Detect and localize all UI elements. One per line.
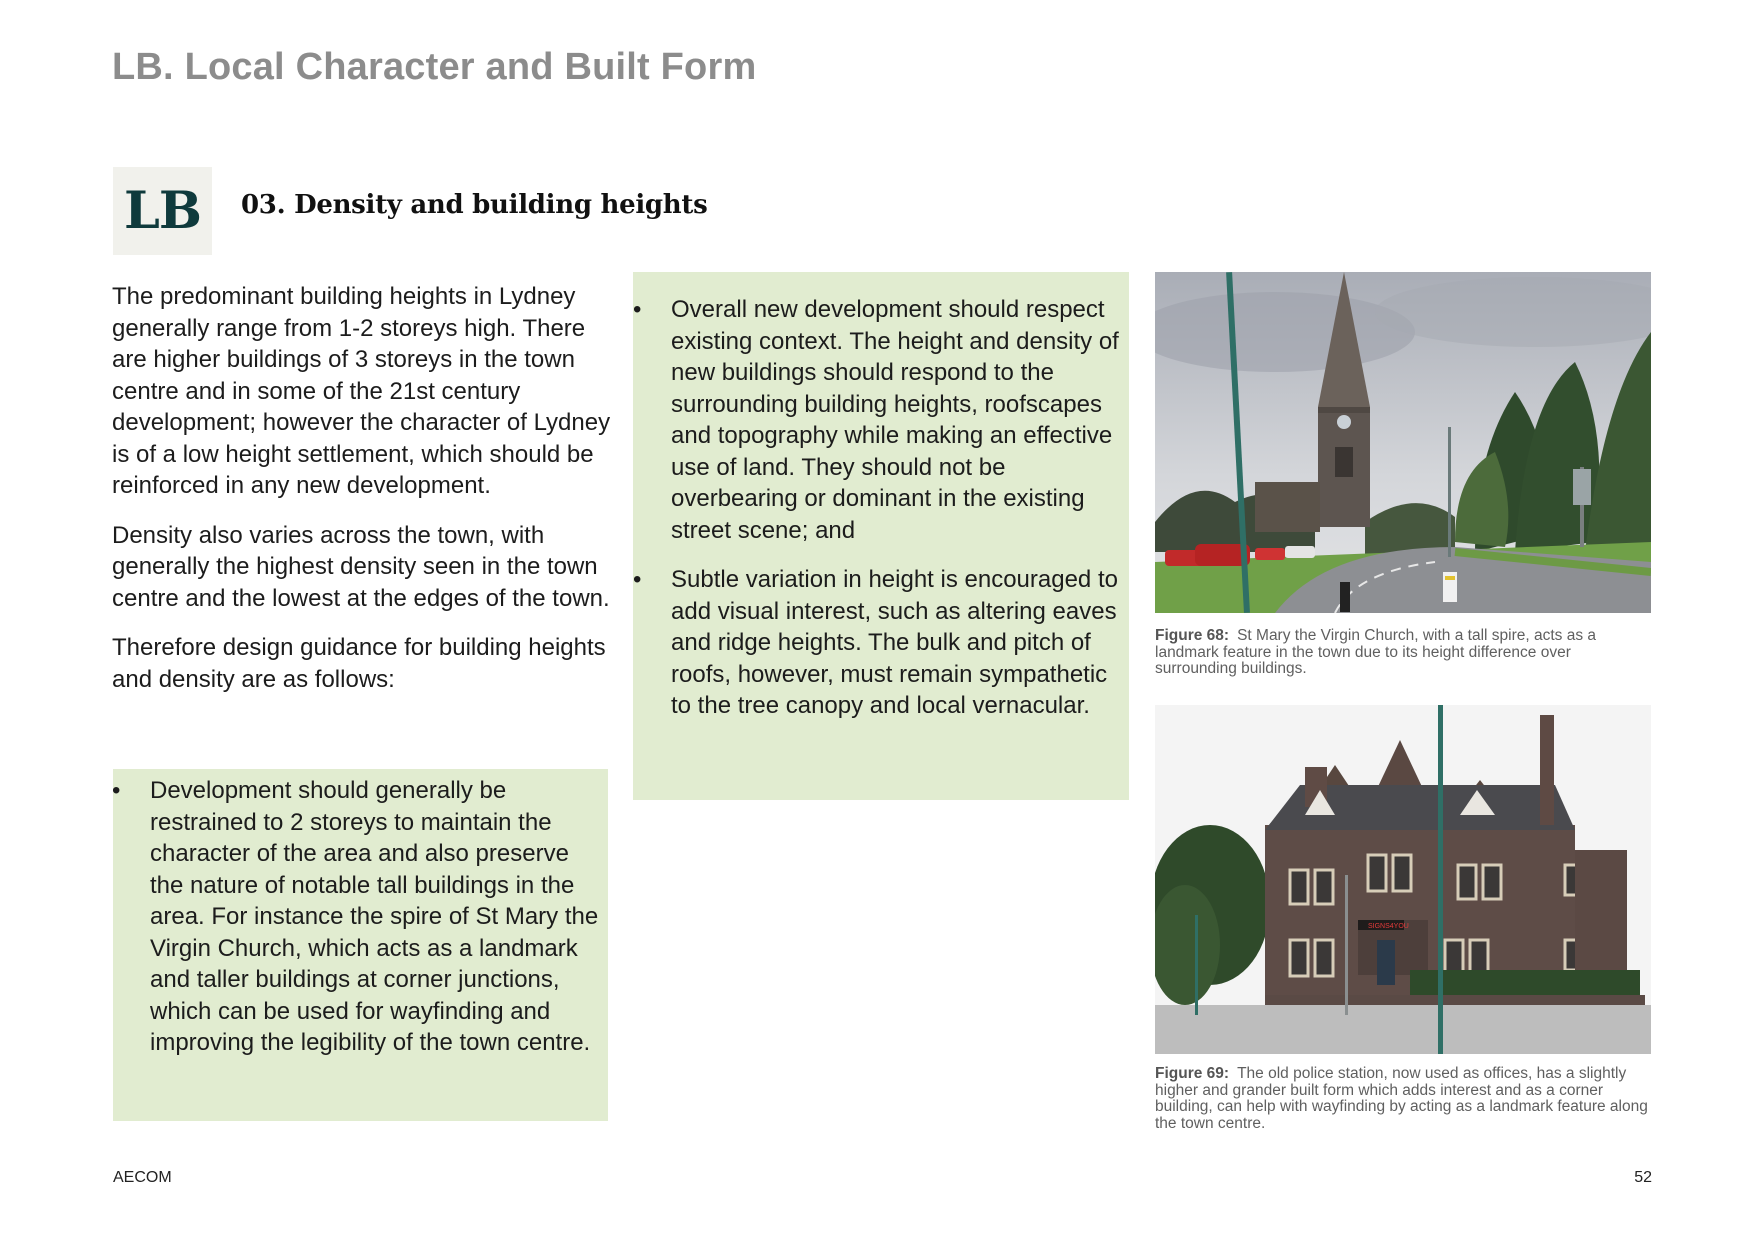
bullet-glyph: • <box>633 566 642 593</box>
body-paragraph: Density also varies across the town, with generally the highest density seen in the town centre and the lowest at the edges of the town. <box>112 521 610 612</box>
body-paragraph: The predominant building heights in Lydney generally range from 1-2 storeys high. There are higher buildings of 3 storeys in the town centre and in some of the 21st century development; however the character of Lydney is of a low height settlement, which should be reinforced in any new development. <box>112 283 611 499</box>
guideline-item <box>633 564 1129 722</box>
figure-label: Figure 68: <box>1155 627 1230 644</box>
figure-caption-text: St Mary the Virgin Church, with a tall spire, acts as a landmark feature in the town due to its height difference over surrounding buildings. <box>1155 627 1597 677</box>
church-photo-illustration <box>1155 272 1651 613</box>
police-station-photo-illustration <box>1155 705 1651 1054</box>
bullet-glyph: • <box>112 777 121 804</box>
guideline-text: Development should generally be restrained to 2 storeys to maintain the character of the area and also preserve the nature of notable tall buildings in the area. For instance the spire of St Mary the Virgin Church, which acts as a landmark and taller buildings at corner junctions, which can be used for wayfinding and improving the legibility of the town centre. <box>150 777 599 1056</box>
guideline-list <box>633 294 1129 722</box>
figure-caption <box>1155 1066 1651 1132</box>
bullet-glyph: • <box>633 296 642 323</box>
guideline-text: Overall new development should respect existing context. The height and density of new buildings should respond to the surrounding building heights, roofscapes and topography while making an effective use of land. They should not be overbearing or dominant in the existing street scene; and <box>671 296 1119 544</box>
guideline-box-right <box>633 272 1129 800</box>
body-paragraph: Therefore design guidance for building heights and density are as follows: <box>112 634 606 693</box>
shop-sign-text: SIGNS4YOU <box>1368 923 1409 930</box>
section-code-badge: LB <box>113 167 212 255</box>
page-number: 52 <box>1634 1169 1652 1186</box>
guideline-text: Subtle variation in height is encouraged to add visual interest, such as altering eaves and ridge heights. The bulk and pitch of roofs, however, must remain sympathetic to the tree canopy and local vernacular. <box>671 566 1118 719</box>
figure-label: Figure 69: <box>1155 1065 1230 1082</box>
page-heading: LB. Local Character and Built Form <box>112 46 757 88</box>
church-photo <box>1155 272 1651 613</box>
guideline-item <box>633 294 1129 546</box>
section-title: 03. Density and building heights <box>241 190 708 220</box>
guideline-box-left <box>113 769 608 1121</box>
figure-caption-text: The old police station, now used as offices, has a slightly higher and grander built form which adds interest and as a corner building, can help with wayfinding by acting as a landmark feature along the town centre. <box>1155 1065 1648 1132</box>
figure-caption <box>1155 628 1651 678</box>
footer-company: AECOM <box>113 1169 172 1186</box>
body-text-column <box>112 281 617 713</box>
guideline-list <box>112 775 608 1059</box>
police-station-photo <box>1155 705 1651 1054</box>
guideline-item <box>112 775 608 1059</box>
